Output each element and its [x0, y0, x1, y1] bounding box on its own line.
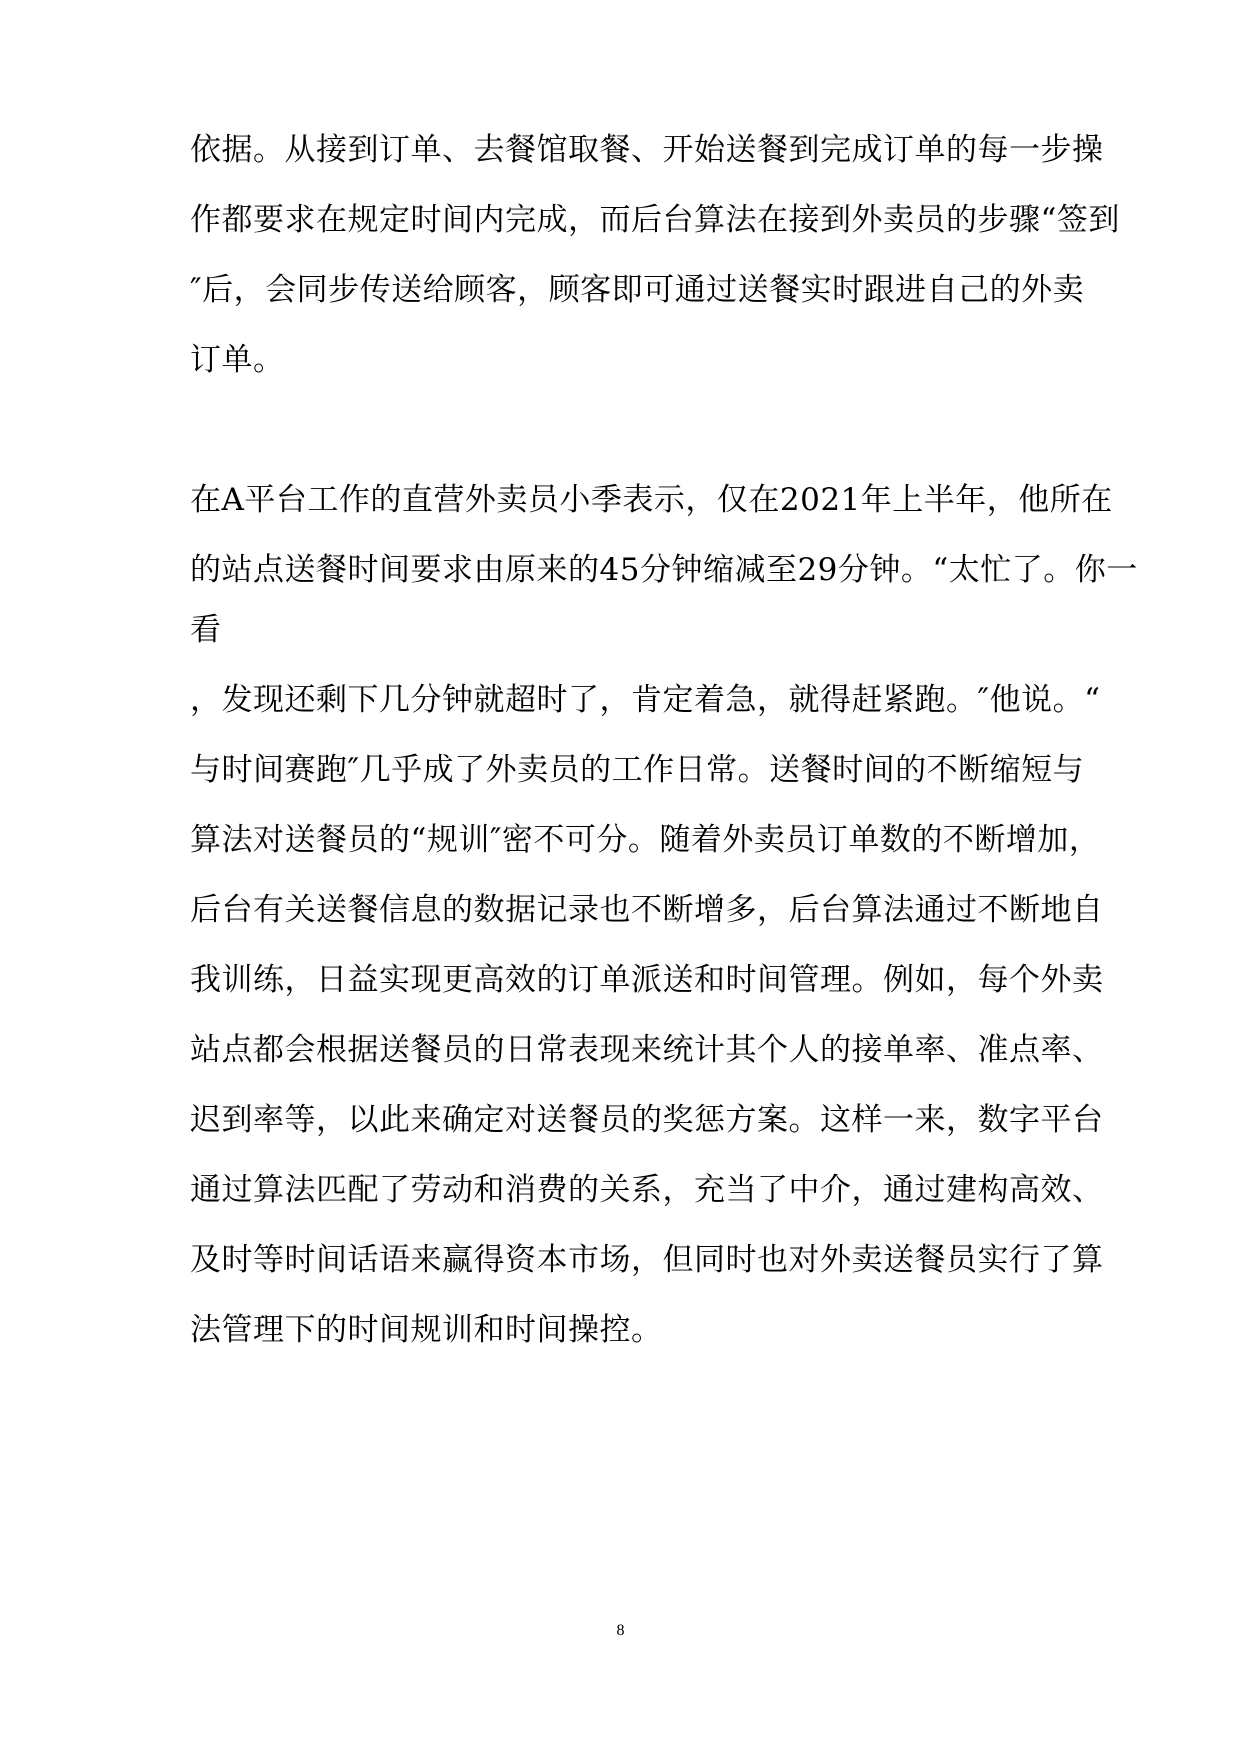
- text-line: 站点都会根据送餐员的日常表现来统计其个人的接单率、准点率、: [190, 1032, 1104, 1068]
- text-line: 及时等时间话语来赢得资本市场，但同时也对外卖送餐员实行了算: [190, 1242, 1104, 1278]
- page-number: 8: [616, 1622, 625, 1639]
- text-line: ″后，会同步传送给顾客，顾客即可通过送餐实时跟进自己的外卖: [190, 272, 1085, 308]
- text-line: 的站点送餐时间要求由原来的45分钟缩减至29分钟。“太忙了。你一: [190, 552, 1138, 588]
- text-line: 看: [190, 612, 222, 648]
- text-line: 迟到率等，以此来确定对送餐员的奖惩方案。这样一来，数字平台: [190, 1102, 1104, 1138]
- text-line: 通过算法匹配了劳动和消费的关系，充当了中介，通过建构高效、: [190, 1172, 1104, 1208]
- text-line: ，发现还剩下几分钟就超时了，肯定着急，就得赶紧跑。″他说。“: [190, 682, 1101, 718]
- text-line: 后台有关送餐信息的数据记录也不断增多，后台算法通过不断地自: [190, 892, 1104, 928]
- text-line: 我训练，日益实现更高效的订单派送和时间管理。例如，每个外卖: [190, 962, 1104, 998]
- text-line: 算法对送餐员的“规训″密不可分。随着外卖员订单数的不断增加，: [190, 822, 1101, 858]
- text-line: 法管理下的时间规训和时间操控。: [190, 1312, 663, 1348]
- text-line: 依据。从接到订单、去餐馆取餐、开始送餐到完成订单的每一步操: [190, 132, 1104, 168]
- text-line: 与时间赛跑″几乎成了外卖员的工作日常。送餐时间的不断缩短与: [190, 752, 1085, 788]
- text-line: 作都要求在规定时间内完成，而后台算法在接到外卖员的步骤“签到: [190, 202, 1120, 238]
- text-line: 订单。: [190, 342, 285, 378]
- text-line: 在A平台工作的直营外卖员小季表示，仅在2021年上半年，他所在: [190, 482, 1113, 518]
